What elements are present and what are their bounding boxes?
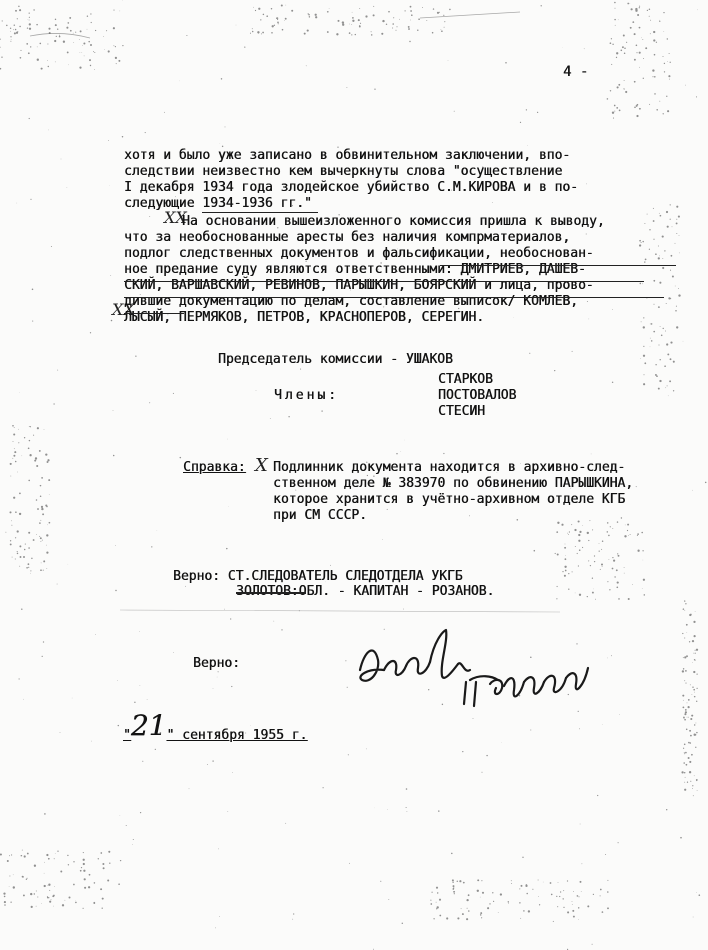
names-underline-1 [440, 265, 676, 266]
paragraph1-line-4: следующие 1934-1936 гг." [124, 196, 312, 211]
paragraph2-line-4: ное предание суду являются ответственными: ДМИТРИЕВ, ДАШЕВ- [124, 262, 586, 277]
paragraph2-line-2: что за необоснованные аресты без наличия компрматериалов, [124, 230, 571, 245]
member-2: ПОСТОВАЛОВ [438, 388, 517, 403]
strike-mark [236, 592, 306, 594]
paragraph2-line-7: ЛЫСЫЙ, ПЕРМЯКОВ, ПЕТРОВ, КРАСНОПЕРОВ, СЕРЕГИН. [124, 310, 485, 325]
names-underline-3 [124, 297, 664, 298]
paragraph1-line-3: I декабря 1934 года злодейское убийство С.М.КИРОВА и в по- [124, 180, 578, 195]
date-prefix: " [123, 728, 131, 743]
certification-2-label: Верно: [193, 656, 240, 671]
paragraph1-line-1: хотя и было уже записано в обвинительном заключении, впо- [124, 148, 571, 163]
margin-mark-2: ХХ [112, 300, 135, 319]
date-suffix: " сентября 1955 г. [166, 728, 308, 743]
certification-line-1: Верно: СТ.СЛЕДОВАТЕЛЬ СЛЕДОТДЕЛА УКГБ [173, 569, 463, 584]
margin-mark-3: Х [255, 455, 268, 476]
member-3: СТЕСИН [438, 404, 485, 419]
reference-line-2: ственном деле № 383970 по обвинению ПАРЫШКИНА, [273, 476, 634, 491]
member-1: СТАРКОВ [438, 372, 493, 387]
names-underline-4 [124, 313, 184, 314]
reference-line-4: при СМ СССР. [273, 508, 367, 523]
reference-line-3: которое хранится в учётно-архивном отделе КГБ [273, 492, 626, 507]
document-date [123, 709, 308, 744]
handwritten-underline [202, 212, 318, 213]
paragraph2-line-6: дившие документацию по делам, составление выписок/ КОМЛЕВ, [124, 294, 578, 309]
paragraph2-line-5: СКИЙ, ВАРШАВСКИЙ, РЕВИНОВ, ПАРЫШКИН, БОЯРСКИЙ и лица, прово- [124, 278, 594, 293]
certification-line-2: ЗОЛОТОВ:ОБЛ. - КАПИТАН - РОЗАНОВ. [236, 584, 495, 599]
reference-label: Справка: [183, 460, 246, 475]
reference-line-1: Подлинник документа находится в архивно-след- [273, 460, 626, 475]
margin-mark-1: ХХ [164, 208, 187, 227]
handwritten-signature [340, 612, 600, 722]
page-number: 4 - [563, 64, 589, 80]
paragraph2-line-1: На основании вышеизложенного комиссия пришла к выводу, [182, 214, 605, 229]
names-underline-2 [124, 281, 644, 282]
date-day: 21 [130, 709, 167, 742]
commission-chairman: Председатель комиссии - УШАКОВ [218, 352, 453, 367]
members-label: Члены: [274, 388, 339, 403]
paragraph1-line-2: следствии неизвестно кем вычеркнуты слова "осуществление [124, 164, 563, 179]
paragraph2-line-3: подлог следственных документов и фальсификации, необоснован- [124, 246, 594, 261]
